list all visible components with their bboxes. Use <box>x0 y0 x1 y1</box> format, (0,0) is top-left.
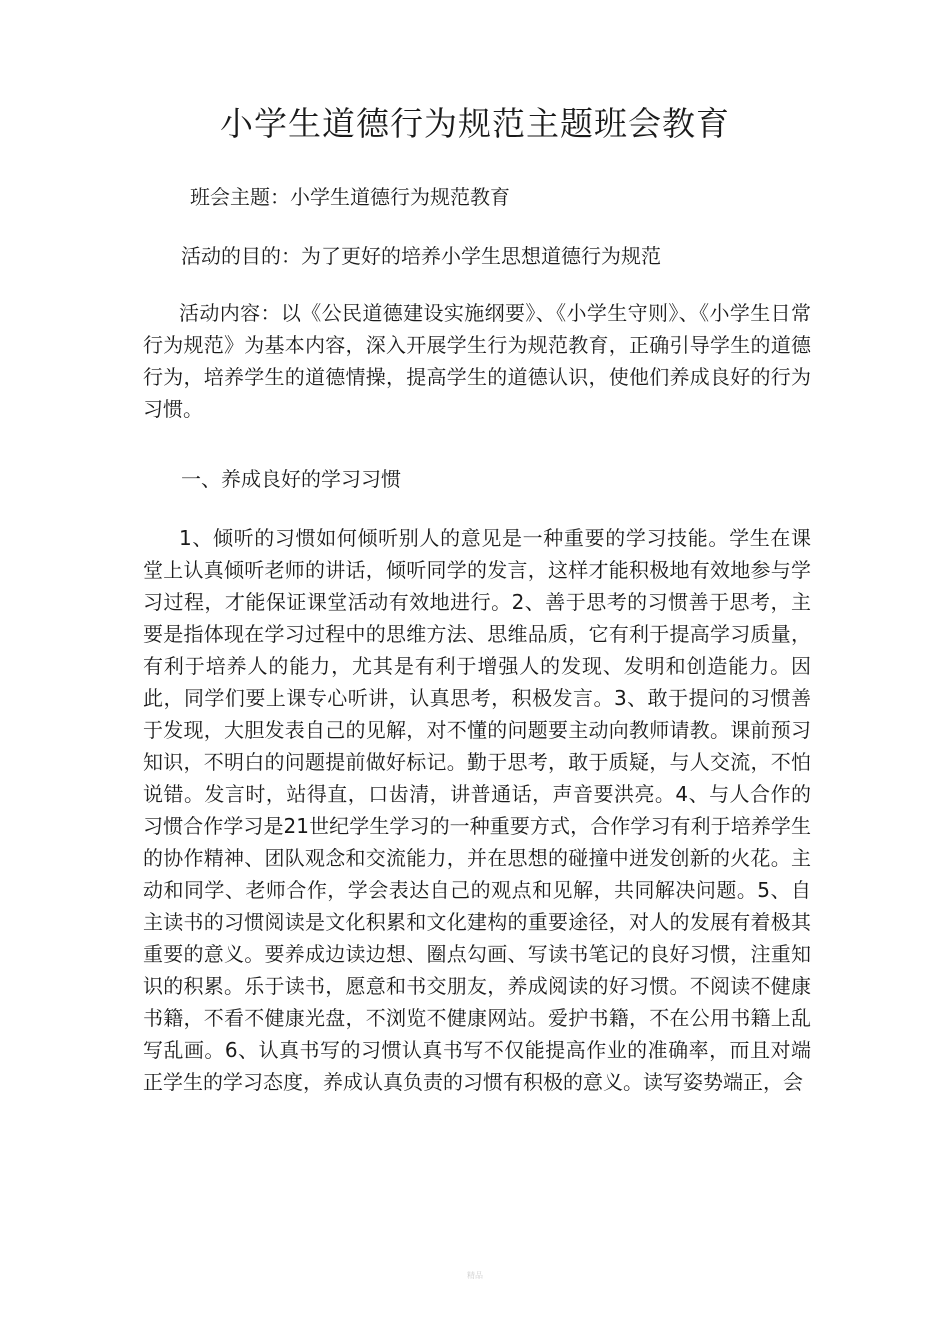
document-title: 小学生道德行为规范主题班会教育 <box>220 104 730 143</box>
content-paragraph: 活动内容：以《公民道德建设实施纲要》、《小学生守则》、《小学生日常行为规范》为基本内容，深入开展学生行为规范教育，正确引导学生的道德行为，培养学生的道德情操，提高学生的道德认识，使他们养成良好的行为习惯。 <box>143 301 811 421</box>
theme-line: 班会主题：小学生道德行为规范教育 <box>190 185 510 209</box>
page-footer-mark: 精品 <box>467 1271 483 1280</box>
habits-paragraph: 1、倾听的习惯如何倾听别人的意见是一种重要的学习技能。学生在课堂上认真倾听老师的讲话，倾听同学的发言，这样才能积极地有效地参与学习过程，才能保证课堂活动有效地进行。2、善于思考的习惯善于思考，主要是指体现在学习过程中的思维方法、思维品质，它有利于提高学习质量，有利于培养人的能力，尤其是有利于增强人的发现、发明和创造能力。因此，同学们要上课专心听讲，认真思考，积极发言。3、敢于提问的习惯善于发现，大胆发表自己的见解，对不懂的问题要主动向教师请教。课前预习知识，不明白的问题提前做好标记。勤于思考，敢于质疑，与人交流，不怕说错。发言时，站得直，口齿清，讲普通话，声音要洪亮。4、与人合作的习惯合作学习是21世纪学生学习的一种重要方式，合作学习有利于培养学生的协作精神、团队观念和交流能力，并在思想的碰撞中迸发创新的火花。主动和同学、老师合作，学会表达自己的观点和见解，共同解决问题。5、自主读书的习惯阅读是文化积累和文化建构的重要途径，对人的发展有着极其重要的意义。要养成边读边想、圈点勾画、写读书笔记的良好习惯，注重知识的积累。乐于读书，愿意和书交朋友，养成阅读的好习惯。不阅读不健康书籍，不看不健康光盘，不浏览不健康网站。爱护书籍，不在公用书籍上乱写乱画。6、认真书写的习惯认真书写不仅能提高作业的准确率，而且对端正学生的学习态度，养成认真负责的习惯有积极的意义。读写姿势端正，会 <box>143 526 811 1094</box>
goal-line: 活动的目的：为了更好的培养小学生思想道德行为规范 <box>181 244 661 268</box>
section-heading: 一、养成良好的学习习惯 <box>181 467 401 491</box>
